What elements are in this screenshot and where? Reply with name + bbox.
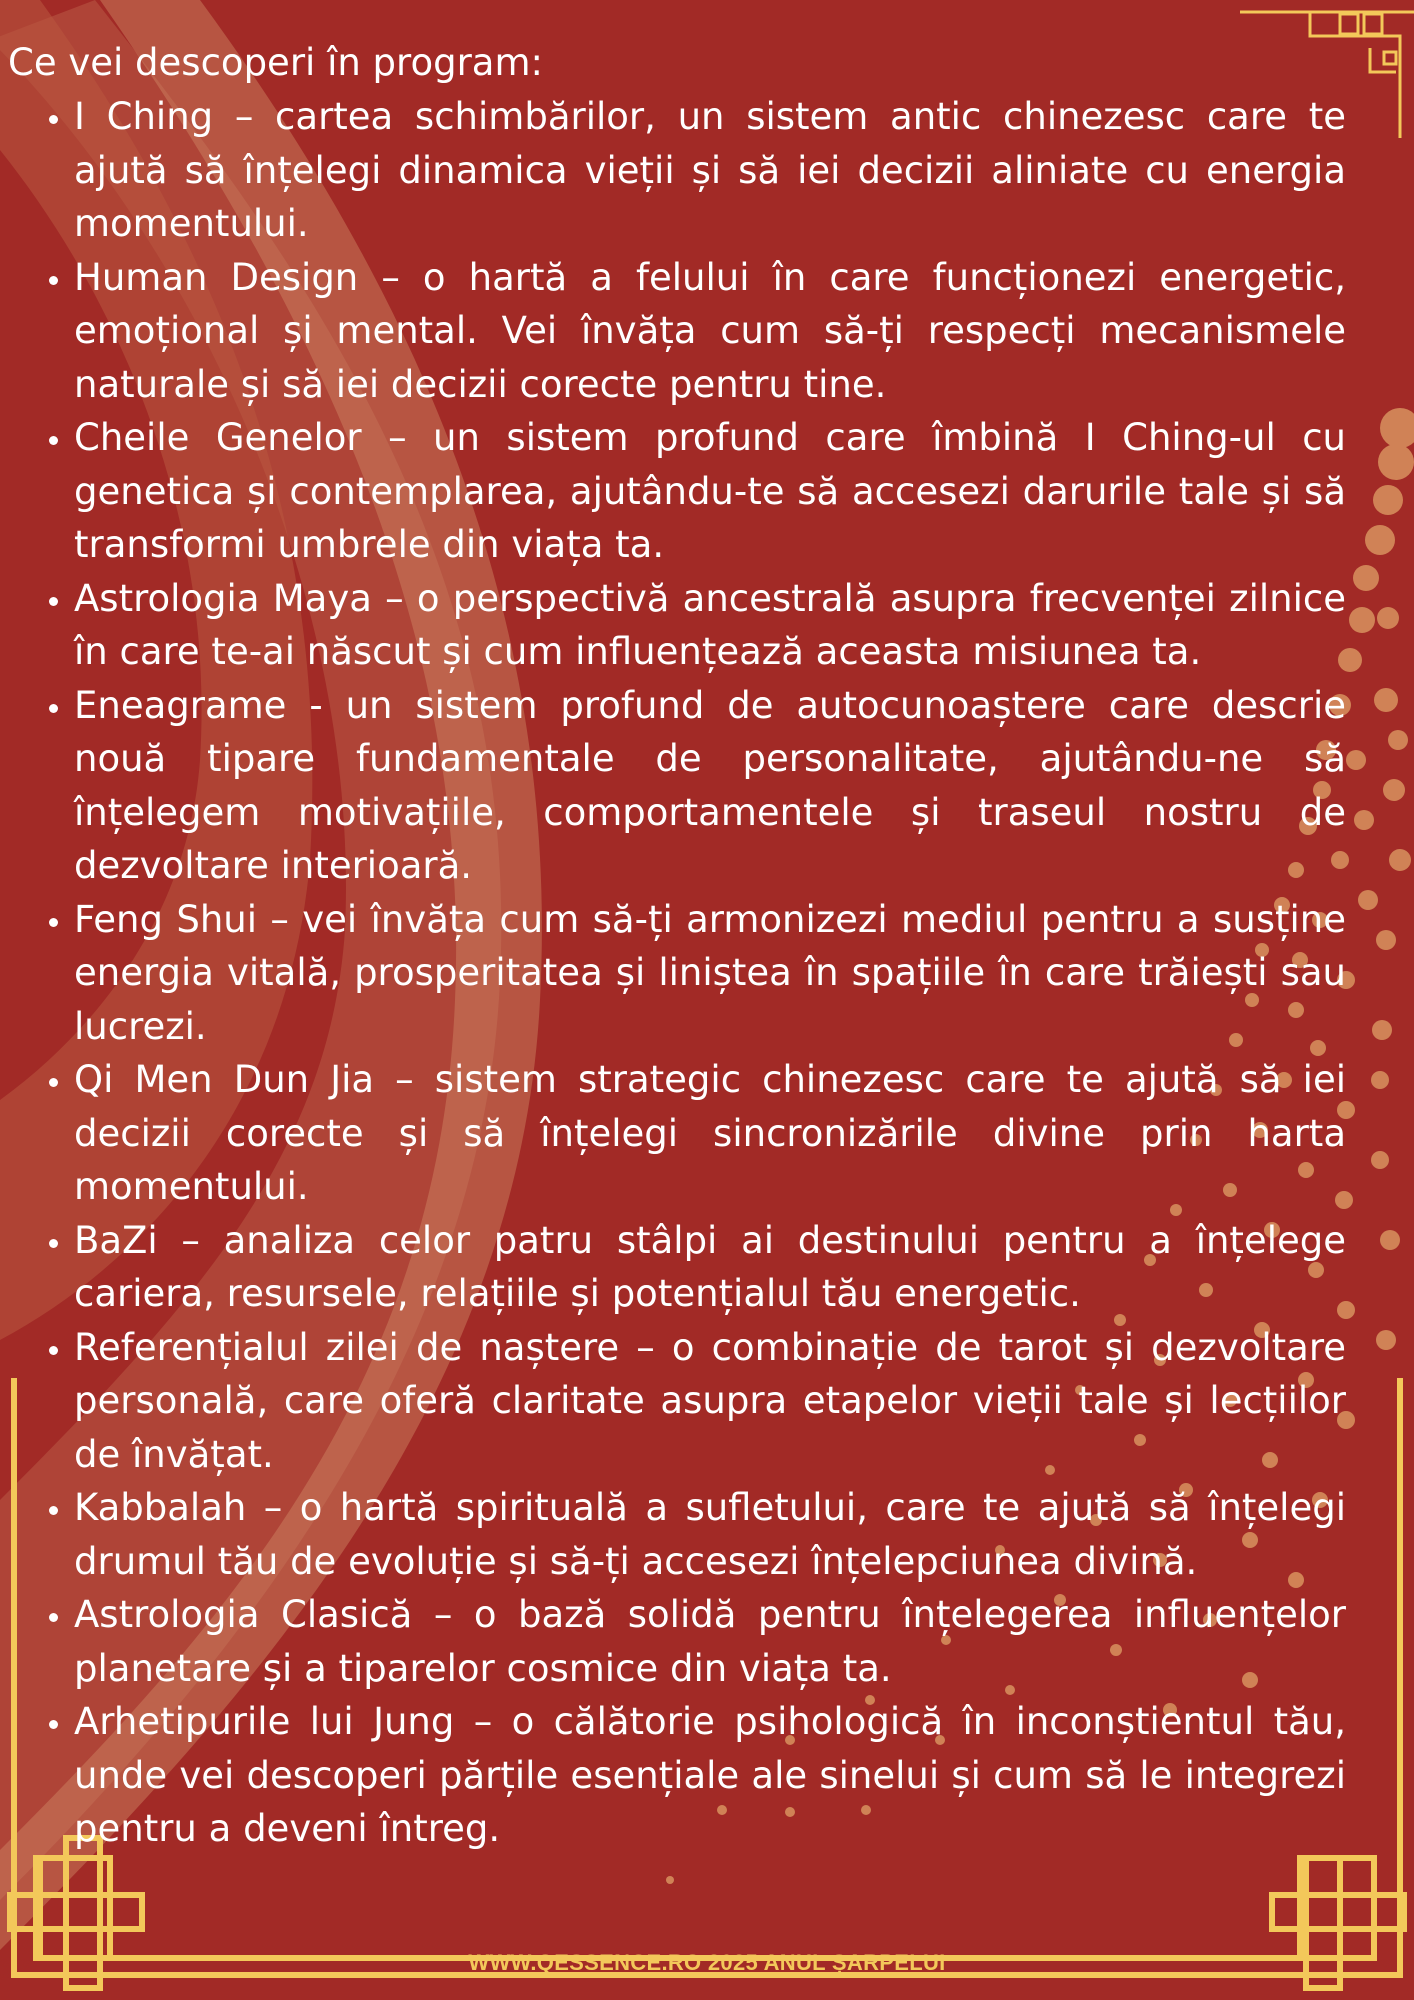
program-item-referentialul: • Referențialul zilei de naștere – o combinație de tarot și dezvoltare personală, care oferă claritate asupra etapelor vieții tale și lecțiilor de învățat.: [74, 1321, 1346, 1482]
program-content: [8, 36, 1346, 1856]
section-heading: Ce vei descoperi în program:: [8, 41, 543, 84]
program-item-eneagrame: • Eneagrame - un sistem profund de autocunoaștere care descrie nouă tipare fundamentale de personalitate, ajutându-ne să înțelegem motivațiile, comportamentele și traseul nostru de dezvoltare interioară.: [74, 679, 1346, 893]
program-item-qi-men-dun-jia: • Qi Men Dun Jia – sistem strategic chinezesc care te ajută să iei decizii corecte și să înțelegi sincronizările divine prin harta momentului.: [74, 1053, 1346, 1214]
program-item-i-ching: • I Ching – cartea schimbărilor, un sistem antic chinezesc care te ajută să înțelegi dinamica vieții și să iei decizii aliniate cu energia momentului.: [74, 90, 1346, 251]
program-item-bazi: • BaZi – analiza celor patru stâlpi ai destinului pentru a înțelege cariera, resursele, relațiile și potențialul tău energetic.: [74, 1214, 1346, 1321]
program-item-kabbalah: • Kabbalah – o hartă spirituală a sufletului, care te ajută să înțelegi drumul tău de evoluție și să-ți accesezi înțelepciunea divină.: [74, 1481, 1346, 1588]
program-item-astrologia-clasica: • Astrologia Clasică – o bază solidă pentru înțelegerea influențelor planetare și a tiparelor cosmice din viața ta.: [74, 1588, 1346, 1695]
program-item-feng-shui: • Feng Shui – vei învăța cum să-ți armonizezi mediul pentru a susține energia vitală, prosperitatea și liniștea în spațiile în care trăiești sau lucrezi.: [74, 893, 1346, 1054]
footer-website: WWW.QESSENCE.RO 2025 ANUL ȘARPELUI: [468, 1950, 946, 1975]
program-list: [8, 90, 1346, 1856]
program-item-human-design: • Human Design – o hartă a felului în care funcționezi energetic, emoțional și mental. Vei învăța cum să-ți respecți mecanismele naturale și să iei decizii corecte pentru tine.: [74, 251, 1346, 412]
program-item-astrologia-maya: • Astrologia Maya – o perspectivă ancestrală asupra frecvenței zilnice în care te-ai născut și cum influențează aceasta misiunea ta.: [74, 572, 1346, 679]
program-item-cheile-genelor: • Cheile Genelor – un sistem profund care îmbină I Ching-ul cu genetica și contemplarea, ajutându-te să accesezi darurile tale și să transformi umbrele din viața ta.: [74, 411, 1346, 572]
program-item-arhetipurile-jung: • Arhetipurile lui Jung – o călătorie psihologică în inconștientul tău, unde vei descoperi părțile esențiale ale sinelui și cum să le integrezi pentru a deveni întreg.: [74, 1695, 1346, 1856]
